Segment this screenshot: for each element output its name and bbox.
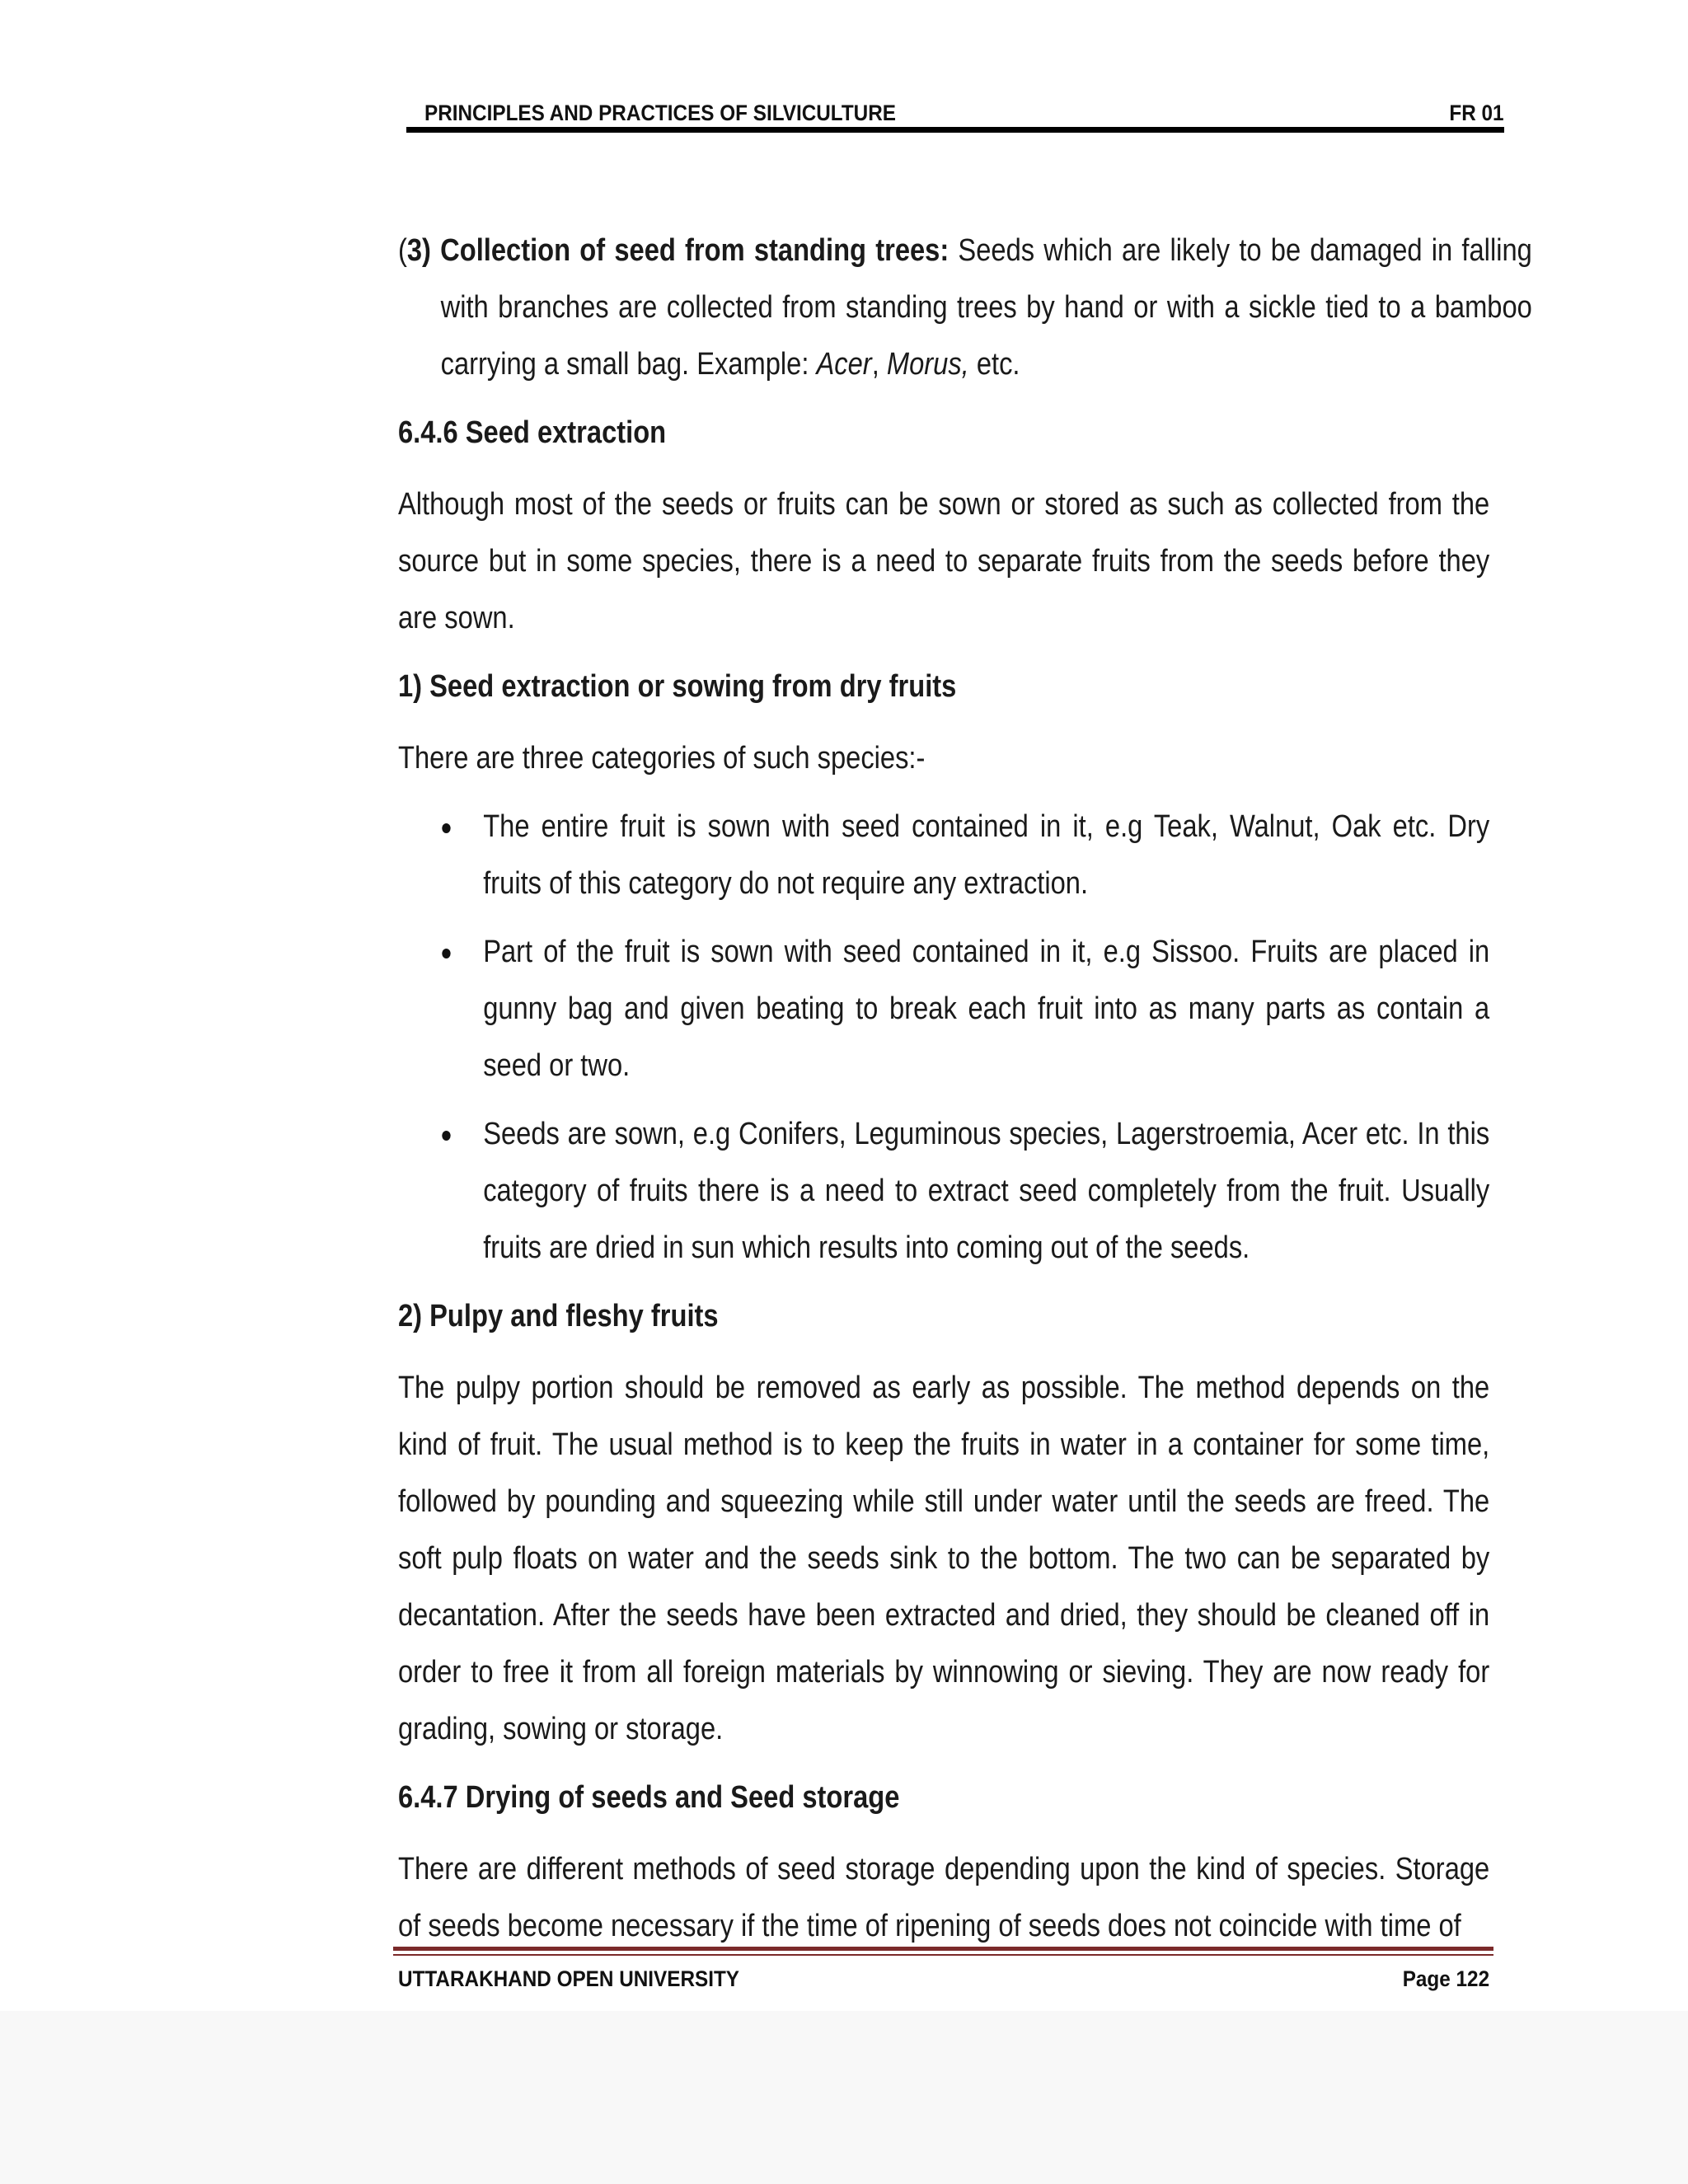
list-item: [398, 799, 1489, 912]
bullet-icon: [442, 949, 450, 958]
page-number: Page 122: [1402, 1966, 1489, 1991]
subsection-2-paragraph: The pulpy portion should be removed as early as possible. The method depends on the kind of fruit. The usual method is to keep the fruits in water in a container for some time, followed by pounding and squeezing while still under water until the seeds are freed. The soft pulp floats on water and the seeds sink to the bottom. The two can be separated by decantation. After the seeds have been extracted and dried, they should be cleaned off in order to free it from all foreign materials by winnowing or sieving. They are now ready for grading, sowing or storage.: [398, 1371, 1490, 1746]
section-646-intro: Although most of the seeds or fruits can be sown or stored as such as collected from the source but in some species, there is a need to separate fruits from the seeds before they are sown.: [398, 487, 1490, 635]
item-3-comma: ,: [871, 347, 887, 382]
bullet-icon: [442, 1131, 450, 1141]
item-3-paragraph: [398, 223, 1532, 393]
item-3-text-a: Seeds which are likely to be damaged in falling with branches are collected from standing trees by hand or with a sickle tied to a bamboo carrying a small bag. Example:: [440, 233, 1532, 382]
category-bullet-list: [398, 799, 1489, 1277]
footer-rule-thin: [393, 1954, 1493, 1956]
list-item: [398, 1106, 1489, 1277]
page-header: [406, 97, 1504, 130]
footer-rule: [393, 1947, 1493, 1951]
page-content: [398, 223, 1532, 1955]
item-3-label: 3) Collection of seed from standing trees:: [406, 233, 950, 268]
section-646-heading: 6.4.6 Seed extraction: [398, 415, 667, 450]
bullet-text: Seeds are sown, e.g Conifers, Leguminous species, Lagerstroemia, Acer etc. In this category of fruits there is a need to extract seed completely from the fruit. Usually fruits are dried in sun which results into coming out of the seeds.: [483, 1117, 1490, 1265]
item-3-morus: Morus,: [886, 347, 969, 382]
section-647-heading: 6.4.7 Drying of seeds and Seed storage: [398, 1780, 900, 1815]
page-bottom-margin: [0, 2011, 1688, 2184]
subsection-1-intro: There are three categories of such species:-: [398, 741, 926, 776]
footer-organization: UTTARAKHAND OPEN UNIVERSITY: [398, 1966, 740, 1991]
item-3-open-paren: (: [398, 233, 407, 268]
header-course-code: FR 01: [1449, 101, 1504, 125]
bullet-list-wrapper: [398, 799, 1489, 1277]
header-rule: [406, 127, 1504, 133]
bullet-text: Part of the fruit is sown with seed contained in it, e.g Sissoo. Fruits are placed in gunny bag and given beating to break each fruit into as many parts as contain a seed or two.: [483, 935, 1490, 1083]
section-647-paragraph: There are different methods of seed storage depending upon the kind of species. Storage of seeds become necessary if the time of ripening of seeds does not coincide with time of: [398, 1852, 1490, 1943]
header-title: PRINCIPLES AND PRACTICES OF SILVICULTURE: [424, 101, 896, 125]
page-footer: [398, 1961, 1489, 1994]
item-3-acer: Acer: [816, 347, 872, 382]
bullet-text: The entire fruit is sown with seed contained in it, e.g Teak, Walnut, Oak etc. Dry fruits of this category do not require any extraction.: [483, 809, 1490, 901]
item-3-text-b: etc.: [968, 347, 1020, 382]
bullet-icon: [442, 823, 450, 833]
subsection-1-heading: 1) Seed extraction or sowing from dry fruits: [398, 669, 957, 704]
list-item: [398, 924, 1489, 1094]
subsection-2-heading: 2) Pulpy and fleshy fruits: [398, 1299, 719, 1333]
